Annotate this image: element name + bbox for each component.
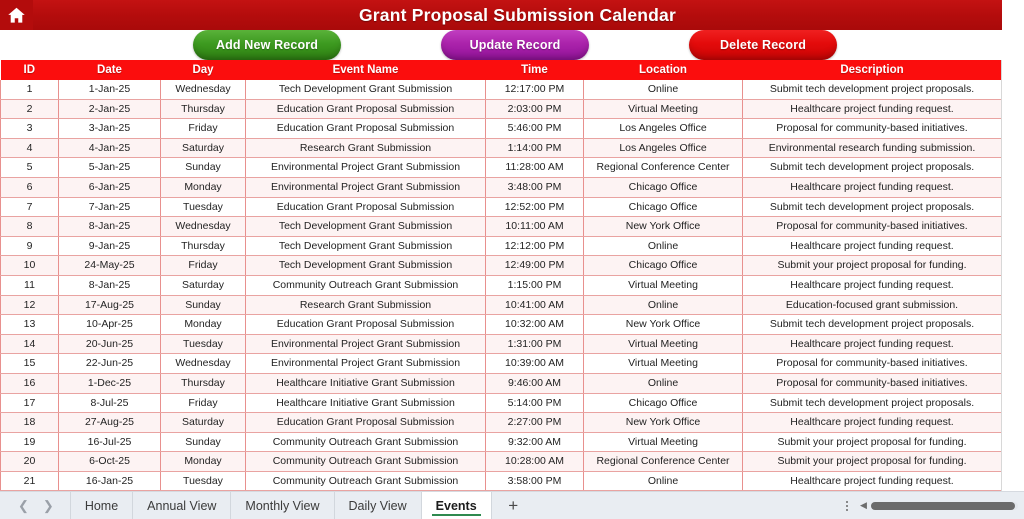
table-row[interactable] bbox=[1, 99, 1002, 119]
cell-location[interactable]: Online bbox=[584, 236, 743, 256]
cell-event-name[interactable]: Tech Development Grant Submission bbox=[246, 217, 486, 237]
cell-event-name[interactable]: Healthcare Initiative Grant Submission bbox=[246, 373, 486, 393]
grid-right-margin bbox=[1001, 60, 1024, 491]
table-header-row bbox=[1, 60, 1002, 80]
home-icon bbox=[7, 6, 26, 25]
cell-id[interactable]: 18 bbox=[1, 413, 59, 433]
sheet-nav-arrows bbox=[0, 492, 70, 519]
scroll-left-arrow-icon[interactable]: ◀ bbox=[860, 500, 867, 511]
cell-time[interactable]: 10:28:00 AM bbox=[486, 452, 584, 472]
cell-description[interactable]: Submit tech development project proposals. bbox=[743, 158, 1002, 178]
scrollbar-track[interactable] bbox=[871, 502, 1018, 510]
sheet-tab-events[interactable]: Events bbox=[421, 492, 491, 519]
cell-event-name[interactable]: Environmental Project Grant Submission bbox=[246, 354, 486, 374]
kebab-menu-icon[interactable] bbox=[836, 492, 858, 519]
column-header-day[interactable]: Day bbox=[161, 60, 246, 80]
cell-date[interactable]: 1-Dec-25 bbox=[59, 373, 161, 393]
cell-description[interactable]: Proposal for community-based initiatives. bbox=[743, 373, 1002, 393]
update-record-button[interactable]: Update Record bbox=[441, 30, 589, 60]
events-table bbox=[0, 60, 1002, 491]
cell-day[interactable]: Friday bbox=[161, 393, 246, 413]
cell-day[interactable]: Sunday bbox=[161, 158, 246, 178]
cell-event-name[interactable]: Education Grant Proposal Submission bbox=[246, 413, 486, 433]
cell-day[interactable]: Thursday bbox=[161, 373, 246, 393]
cell-date[interactable]: 6-Jan-25 bbox=[59, 177, 161, 197]
cell-day[interactable]: Monday bbox=[161, 177, 246, 197]
data-grid-container bbox=[0, 60, 1024, 491]
cell-date[interactable]: 8-Jan-25 bbox=[59, 275, 161, 295]
cell-event-name[interactable]: Tech Development Grant Submission bbox=[246, 256, 486, 276]
chevron-right-icon[interactable]: ❯ bbox=[42, 498, 54, 514]
sheet-tab-monthly-view[interactable]: Monthly View bbox=[230, 492, 333, 519]
cell-location[interactable]: New York Office bbox=[584, 413, 743, 433]
cell-date[interactable]: 17-Aug-25 bbox=[59, 295, 161, 315]
cell-date[interactable]: 27-Aug-25 bbox=[59, 413, 161, 433]
cell-day[interactable]: Tuesday bbox=[161, 471, 246, 491]
cell-description[interactable]: Healthcare project funding request. bbox=[743, 275, 1002, 295]
cell-description[interactable]: Proposal for community-based initiatives. bbox=[743, 217, 1002, 237]
sheet-tabs bbox=[70, 492, 491, 519]
cell-day[interactable]: Wednesday bbox=[161, 354, 246, 374]
cell-date[interactable]: 8-Jul-25 bbox=[59, 393, 161, 413]
table-row[interactable] bbox=[1, 177, 1002, 197]
column-header-id[interactable]: ID bbox=[1, 60, 59, 80]
cell-location[interactable]: Virtual Meeting bbox=[584, 334, 743, 354]
cell-id[interactable]: 1 bbox=[1, 80, 59, 99]
cell-location[interactable]: Virtual Meeting bbox=[584, 354, 743, 374]
cell-description[interactable]: Proposal for community-based initiatives. bbox=[743, 354, 1002, 374]
cell-time[interactable]: 12:17:00 PM bbox=[486, 80, 584, 99]
cell-location[interactable]: Chicago Office bbox=[584, 256, 743, 276]
cell-event-name[interactable]: Education Grant Proposal Submission bbox=[246, 119, 486, 139]
table-row[interactable] bbox=[1, 452, 1002, 472]
cell-time[interactable]: 10:11:00 AM bbox=[486, 217, 584, 237]
cell-time[interactable]: 3:48:00 PM bbox=[486, 177, 584, 197]
cell-time[interactable]: 10:41:00 AM bbox=[486, 295, 584, 315]
cell-id[interactable]: 16 bbox=[1, 373, 59, 393]
sheet-tab-daily-view[interactable]: Daily View bbox=[334, 492, 421, 519]
table-row[interactable] bbox=[1, 138, 1002, 158]
cell-time[interactable]: 9:32:00 AM bbox=[486, 432, 584, 452]
cell-event-name[interactable]: Community Outreach Grant Submission bbox=[246, 275, 486, 295]
cell-date[interactable]: 1-Jan-25 bbox=[59, 80, 161, 99]
cell-time[interactable]: 2:03:00 PM bbox=[486, 99, 584, 119]
cell-location[interactable]: Los Angeles Office bbox=[584, 119, 743, 139]
cell-location[interactable]: New York Office bbox=[584, 315, 743, 335]
cell-id[interactable]: 14 bbox=[1, 334, 59, 354]
cell-day[interactable]: Friday bbox=[161, 256, 246, 276]
cell-time[interactable]: 12:49:00 PM bbox=[486, 256, 584, 276]
column-header-time[interactable]: Time bbox=[486, 60, 584, 80]
cell-event-name[interactable]: Education Grant Proposal Submission bbox=[246, 99, 486, 119]
cell-location[interactable]: Online bbox=[584, 80, 743, 99]
page-title: Grant Proposal Submission Calendar bbox=[358, 4, 676, 25]
cell-time[interactable]: 9:46:00 AM bbox=[486, 373, 584, 393]
cell-day[interactable]: Monday bbox=[161, 315, 246, 335]
cell-time[interactable]: 5:46:00 PM bbox=[486, 119, 584, 139]
cell-date[interactable]: 10-Apr-25 bbox=[59, 315, 161, 335]
cell-day[interactable]: Monday bbox=[161, 452, 246, 472]
cell-description[interactable]: Healthcare project funding request. bbox=[743, 99, 1002, 119]
cell-location[interactable]: Chicago Office bbox=[584, 393, 743, 413]
cell-date[interactable]: 8-Jan-25 bbox=[59, 217, 161, 237]
cell-date[interactable]: 24-May-25 bbox=[59, 256, 161, 276]
table-header bbox=[1, 60, 1002, 80]
table-row[interactable] bbox=[1, 315, 1002, 335]
table-row[interactable] bbox=[1, 334, 1002, 354]
cell-description[interactable]: Healthcare project funding request. bbox=[743, 471, 1002, 491]
cell-location[interactable]: Virtual Meeting bbox=[584, 99, 743, 119]
sheet-tab-home[interactable]: Home bbox=[70, 492, 132, 519]
table-row[interactable] bbox=[1, 295, 1002, 315]
table-row[interactable] bbox=[1, 197, 1002, 217]
cell-event-name[interactable]: Research Grant Submission bbox=[246, 138, 486, 158]
cell-id[interactable]: 12 bbox=[1, 295, 59, 315]
cell-date[interactable]: 16-Jul-25 bbox=[59, 432, 161, 452]
cell-day[interactable]: Tuesday bbox=[161, 334, 246, 354]
cell-location[interactable]: Los Angeles Office bbox=[584, 138, 743, 158]
cell-location[interactable]: Regional Conference Center bbox=[584, 452, 743, 472]
table-row[interactable] bbox=[1, 275, 1002, 295]
cell-id[interactable]: 20 bbox=[1, 452, 59, 472]
home-button[interactable] bbox=[0, 0, 33, 30]
cell-id[interactable]: 15 bbox=[1, 354, 59, 374]
record-actions-toolbar bbox=[0, 30, 1024, 60]
table-row[interactable] bbox=[1, 413, 1002, 433]
cell-id[interactable]: 21 bbox=[1, 471, 59, 491]
cell-time[interactable]: 11:28:00 AM bbox=[486, 158, 584, 178]
cell-id[interactable]: 10 bbox=[1, 256, 59, 276]
add-sheet-button[interactable]: + bbox=[491, 492, 535, 519]
title-bar-right-gap bbox=[1002, 0, 1024, 30]
cell-date[interactable]: 9-Jan-25 bbox=[59, 236, 161, 256]
cell-location[interactable]: Online bbox=[584, 471, 743, 491]
cell-description[interactable]: Submit tech development project proposals. bbox=[743, 315, 1002, 335]
cell-time[interactable]: 2:27:00 PM bbox=[486, 413, 584, 433]
cell-event-name[interactable]: Education Grant Proposal Submission bbox=[246, 197, 486, 217]
cell-id[interactable]: 17 bbox=[1, 393, 59, 413]
cell-description[interactable]: Healthcare project funding request. bbox=[743, 334, 1002, 354]
cell-date[interactable]: 5-Jan-25 bbox=[59, 158, 161, 178]
cell-event-name[interactable]: Community Outreach Grant Submission bbox=[246, 432, 486, 452]
cell-description[interactable]: Submit tech development project proposals. bbox=[743, 197, 1002, 217]
sheet-tab-bar-spacer bbox=[535, 492, 836, 519]
cell-description[interactable]: Submit your project proposal for funding. bbox=[743, 256, 1002, 276]
cell-time[interactable]: 3:58:00 PM bbox=[486, 471, 584, 491]
cell-date[interactable]: 4-Jan-25 bbox=[59, 138, 161, 158]
cell-event-name[interactable]: Community Outreach Grant Submission bbox=[246, 471, 486, 491]
cell-day[interactable]: Thursday bbox=[161, 236, 246, 256]
cell-id[interactable]: 5 bbox=[1, 158, 59, 178]
cell-date[interactable]: 3-Jan-25 bbox=[59, 119, 161, 139]
cell-location[interactable]: Virtual Meeting bbox=[584, 432, 743, 452]
cell-time[interactable]: 1:15:00 PM bbox=[486, 275, 584, 295]
cell-event-name[interactable]: Tech Development Grant Submission bbox=[246, 80, 486, 99]
cell-description[interactable]: Submit tech development project proposals. bbox=[743, 80, 1002, 99]
cell-day[interactable]: Thursday bbox=[161, 99, 246, 119]
sheet-tab-annual-view[interactable]: Annual View bbox=[132, 492, 230, 519]
cell-id[interactable]: 4 bbox=[1, 138, 59, 158]
cell-id[interactable]: 3 bbox=[1, 119, 59, 139]
cell-id[interactable]: 6 bbox=[1, 177, 59, 197]
table-body bbox=[1, 80, 1002, 491]
cell-event-name[interactable]: Healthcare Initiative Grant Submission bbox=[246, 393, 486, 413]
cell-day[interactable]: Saturday bbox=[161, 138, 246, 158]
title-bar bbox=[0, 0, 1024, 30]
column-header-event-name[interactable]: Event Name bbox=[246, 60, 486, 80]
cell-time[interactable]: 10:39:00 AM bbox=[486, 354, 584, 374]
cell-day[interactable]: Saturday bbox=[161, 275, 246, 295]
cell-date[interactable]: 22-Jun-25 bbox=[59, 354, 161, 374]
column-header-description[interactable]: Description bbox=[743, 60, 1002, 80]
horizontal-scrollbar[interactable] bbox=[858, 492, 1018, 519]
cell-description[interactable]: Healthcare project funding request. bbox=[743, 236, 1002, 256]
add-new-record-button[interactable]: Add New Record bbox=[193, 30, 341, 60]
cell-time[interactable]: 12:52:00 PM bbox=[486, 197, 584, 217]
cell-event-name[interactable]: Community Outreach Grant Submission bbox=[246, 452, 486, 472]
cell-location[interactable]: Online bbox=[584, 295, 743, 315]
chevron-left-icon[interactable]: ❮ bbox=[18, 498, 29, 514]
cell-day[interactable]: Wednesday bbox=[161, 80, 246, 99]
table-row[interactable] bbox=[1, 432, 1002, 452]
cell-date[interactable]: 16-Jan-25 bbox=[59, 471, 161, 491]
cell-time[interactable]: 12:12:00 PM bbox=[486, 236, 584, 256]
table-row[interactable] bbox=[1, 80, 1002, 99]
cell-event-name[interactable]: Environmental Project Grant Submission bbox=[246, 177, 486, 197]
cell-time[interactable]: 5:14:00 PM bbox=[486, 393, 584, 413]
cell-description[interactable]: Proposal for community-based initiatives. bbox=[743, 119, 1002, 139]
cell-event-name[interactable]: Environmental Project Grant Submission bbox=[246, 334, 486, 354]
table-row[interactable] bbox=[1, 217, 1002, 237]
cell-description[interactable]: Environmental research funding submission. bbox=[743, 138, 1002, 158]
cell-day[interactable]: Sunday bbox=[161, 432, 246, 452]
cell-event-name[interactable]: Tech Development Grant Submission bbox=[246, 236, 486, 256]
cell-id[interactable]: 11 bbox=[1, 275, 59, 295]
delete-record-button[interactable]: Delete Record bbox=[689, 30, 837, 60]
cell-id[interactable]: 7 bbox=[1, 197, 59, 217]
cell-location[interactable]: Online bbox=[584, 373, 743, 393]
table-row[interactable] bbox=[1, 158, 1002, 178]
cell-event-name[interactable]: Environmental Project Grant Submission bbox=[246, 158, 486, 178]
table-row[interactable] bbox=[1, 354, 1002, 374]
cell-date[interactable]: 2-Jan-25 bbox=[59, 99, 161, 119]
cell-day[interactable]: Sunday bbox=[161, 295, 246, 315]
cell-id[interactable]: 13 bbox=[1, 315, 59, 335]
column-header-date[interactable]: Date bbox=[59, 60, 161, 80]
cell-time[interactable]: 10:32:00 AM bbox=[486, 315, 584, 335]
cell-description[interactable]: Healthcare project funding request. bbox=[743, 177, 1002, 197]
cell-id[interactable]: 9 bbox=[1, 236, 59, 256]
cell-time[interactable]: 1:14:00 PM bbox=[486, 138, 584, 158]
cell-location[interactable]: Regional Conference Center bbox=[584, 158, 743, 178]
cell-time[interactable]: 1:31:00 PM bbox=[486, 334, 584, 354]
cell-location[interactable]: Virtual Meeting bbox=[584, 275, 743, 295]
cell-day[interactable]: Friday bbox=[161, 119, 246, 139]
cell-id[interactable]: 19 bbox=[1, 432, 59, 452]
cell-event-name[interactable]: Education Grant Proposal Submission bbox=[246, 315, 486, 335]
column-header-location[interactable]: Location bbox=[584, 60, 743, 80]
cell-day[interactable]: Wednesday bbox=[161, 217, 246, 237]
cell-day[interactable]: Saturday bbox=[161, 413, 246, 433]
table-row[interactable] bbox=[1, 373, 1002, 393]
cell-description[interactable]: Healthcare project funding request. bbox=[743, 413, 1002, 433]
cell-location[interactable]: Chicago Office bbox=[584, 197, 743, 217]
cell-location[interactable]: Chicago Office bbox=[584, 177, 743, 197]
scrollbar-thumb[interactable] bbox=[871, 502, 1015, 510]
table-row[interactable] bbox=[1, 256, 1002, 276]
cell-location[interactable]: New York Office bbox=[584, 217, 743, 237]
cell-description[interactable]: Education-focused grant submission. bbox=[743, 295, 1002, 315]
cell-date[interactable]: 7-Jan-25 bbox=[59, 197, 161, 217]
table-row[interactable] bbox=[1, 119, 1002, 139]
cell-description[interactable]: Submit your project proposal for funding. bbox=[743, 432, 1002, 452]
cell-event-name[interactable]: Research Grant Submission bbox=[246, 295, 486, 315]
cell-date[interactable]: 20-Jun-25 bbox=[59, 334, 161, 354]
cell-day[interactable]: Tuesday bbox=[161, 197, 246, 217]
table-row[interactable] bbox=[1, 393, 1002, 413]
cell-id[interactable]: 8 bbox=[1, 217, 59, 237]
cell-description[interactable]: Submit your project proposal for funding. bbox=[743, 452, 1002, 472]
cell-date[interactable]: 6-Oct-25 bbox=[59, 452, 161, 472]
sheet-tab-bar bbox=[0, 491, 1024, 519]
cell-description[interactable]: Submit tech development project proposals. bbox=[743, 393, 1002, 413]
cell-id[interactable]: 2 bbox=[1, 99, 59, 119]
table-row[interactable] bbox=[1, 236, 1002, 256]
table-row[interactable] bbox=[1, 471, 1002, 491]
page-title-banner bbox=[33, 0, 1002, 30]
